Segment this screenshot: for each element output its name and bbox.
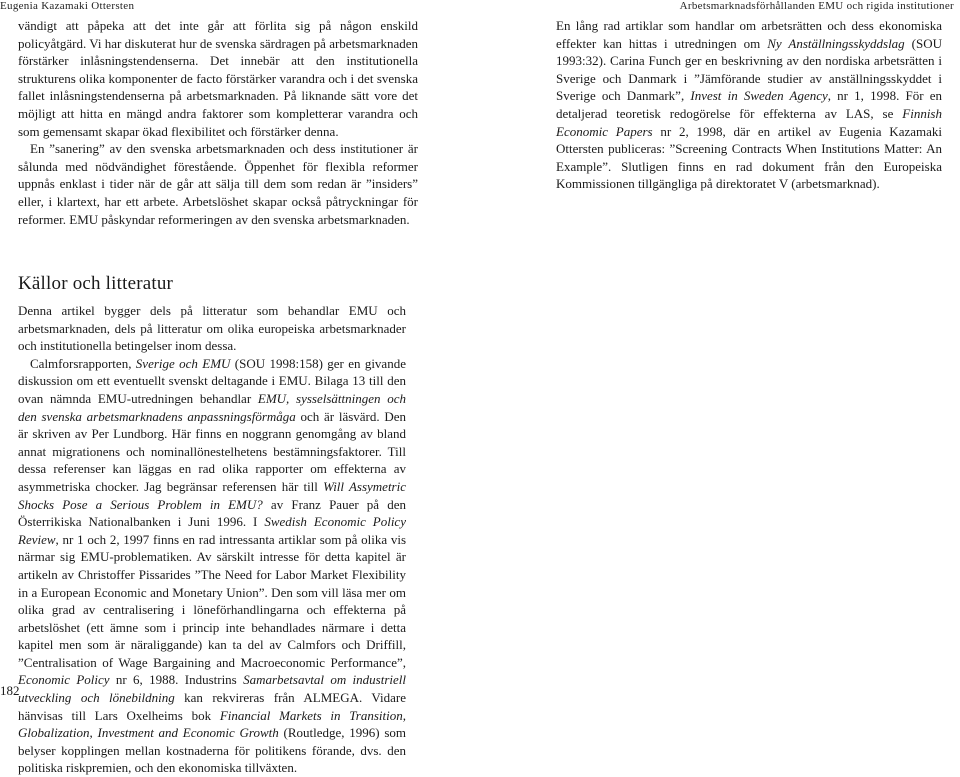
section-heading: Källor och litteratur bbox=[18, 273, 174, 294]
running-header-author: Eugenia Kazamaki Ottersten bbox=[0, 0, 135, 12]
paragraph: Denna artikel bygger dels på litteratur som behandlar EMU och arbetsmarknaden, dels på litteratur om olika europeiska arbetsmarknader och institutionella betingelser inom dessa. bbox=[18, 303, 406, 354]
page-number: 182 bbox=[0, 683, 20, 698]
paragraph: En lång rad artiklar som handlar om arbetsrätten och dess ekonomiska effekter kan hittas i utredningen om Ny Anställningsskyddslag (SOU 1993:32). Carina Funch ger en beskrivning av den nordiska arbetsrätten i Sverige och Danmark i ”Jämförande studier av anställningsskyddet i Sverige och Danmark”, Invest in Sweden Agency, nr 1, 1998. För en detaljerad teoretisk redogörelse för effekterna av LAS, se Finnish Economic Papers nr 2, 1998, där en artikel av Eugenia Kazamaki Ottersten publiceras: ”Screening Contracts When Institutions Matter: An Example”. Slutligen finns en rad dokument från den Europeiska Kommissionen tillgängliga på direktoratet V (arbetsmarknad). bbox=[556, 18, 942, 192]
paragraph: vändigt att påpeka att det inte går att förlita sig på någon enskild policyåtgärd. Vi har diskuterat hur de svenska särdragen på arbetsmarknaden förstärker inlåsningstendenserna. Det innebär att den institutionella strukturens olika komponenter de facto förstärker varandra och i det svenska fallet inlåsningstendenserna på arbetsmarknaden. På liknande sätt vore det möjligt att hitta en mängd andra faktorer som kompletterar varandra och som gemensamt skapar ökad flexibilitet och förstärker denna. bbox=[18, 18, 418, 139]
left-column-continuation bbox=[18, 17, 418, 228]
paragraph: En ”sanering” av den svenska arbetsmarknaden och dess institutioner är sålunda med nödvändighet förestående. Öppenhet för flexibla reformer uppnås enklast i tider när de går att sälja till dem som redan är ”insiders” eller, i klartext, har ett arbete. Arbetslöshet skapar också påtryckningar för reformer. EMU påskyndar reformeringen av den svenska arbetsmarknaden. bbox=[18, 141, 418, 227]
sources-section bbox=[18, 272, 406, 777]
right-column-text bbox=[556, 17, 942, 193]
running-header-title: Arbetsmarknadsförhållanden EMU och rigida institutioner bbox=[679, 0, 954, 12]
paragraph: Calmforsrapporten, Sverige och EMU (SOU 1998:158) ger en givande diskussion om ett eventuellt svenskt deltagande i EMU. Bilaga 13 till den ovan nämnda EMU-utredningen behandlar EMU, sysselsättningen och den svenska arbetsmarknadens anpassningsförmåga och är läsvärd. Den är skriven av Per Lundborg. Här finns en noggrann genomgång av bland annat migrationens och nominallönestelhetens bestämningsfaktorer. Till dessa referenser kan läggas en rad olika rapporter om effekterna av asymmetriska chocker. Jag begränsar referensen här till Will Assymetric Shocks Pose a Serious Problem in EMU? av Franz Pauer på den Österrikiska Nationalbanken i Juni 1996. I Swedish Economic Policy Review, nr 1 och 2, 1997 finns en rad intressanta artiklar som på olika vis närmar sig EMU-problematiken. Av särskilt intresse för detta kapitel är artikeln av Christoffer Pissarides ”The Need for Labor Market Flexibility in a European Economic and Monetary Union”. Den som vill läsa mer om olika grad av centralisering i löneförhandlingarna och effekterna på arbetslöshet (ett ämne som i princip inte behandlades närmare i detta kapitel men som är näraliggande) kan ta del av Calmfors och Driffill, ”Centralisation of Wage Bargaining and Macroeconomic Performance”, Economic Policy nr 6, 1988. Industrins Samarbetsavtal om industriell utveckling och lönebildning kan rekvireras från ALMEGA. Vidare hänvisas till Lars Oxelheims bok Financial Markets in Transition, Globalization, Investment and Economic Growth (Routledge, 1996) som belyser kopplingen mellan kostnaderna för politikens förande, dvs. den politiska riskpremien, och den ekonomiska tillväxten. bbox=[18, 355, 407, 776]
